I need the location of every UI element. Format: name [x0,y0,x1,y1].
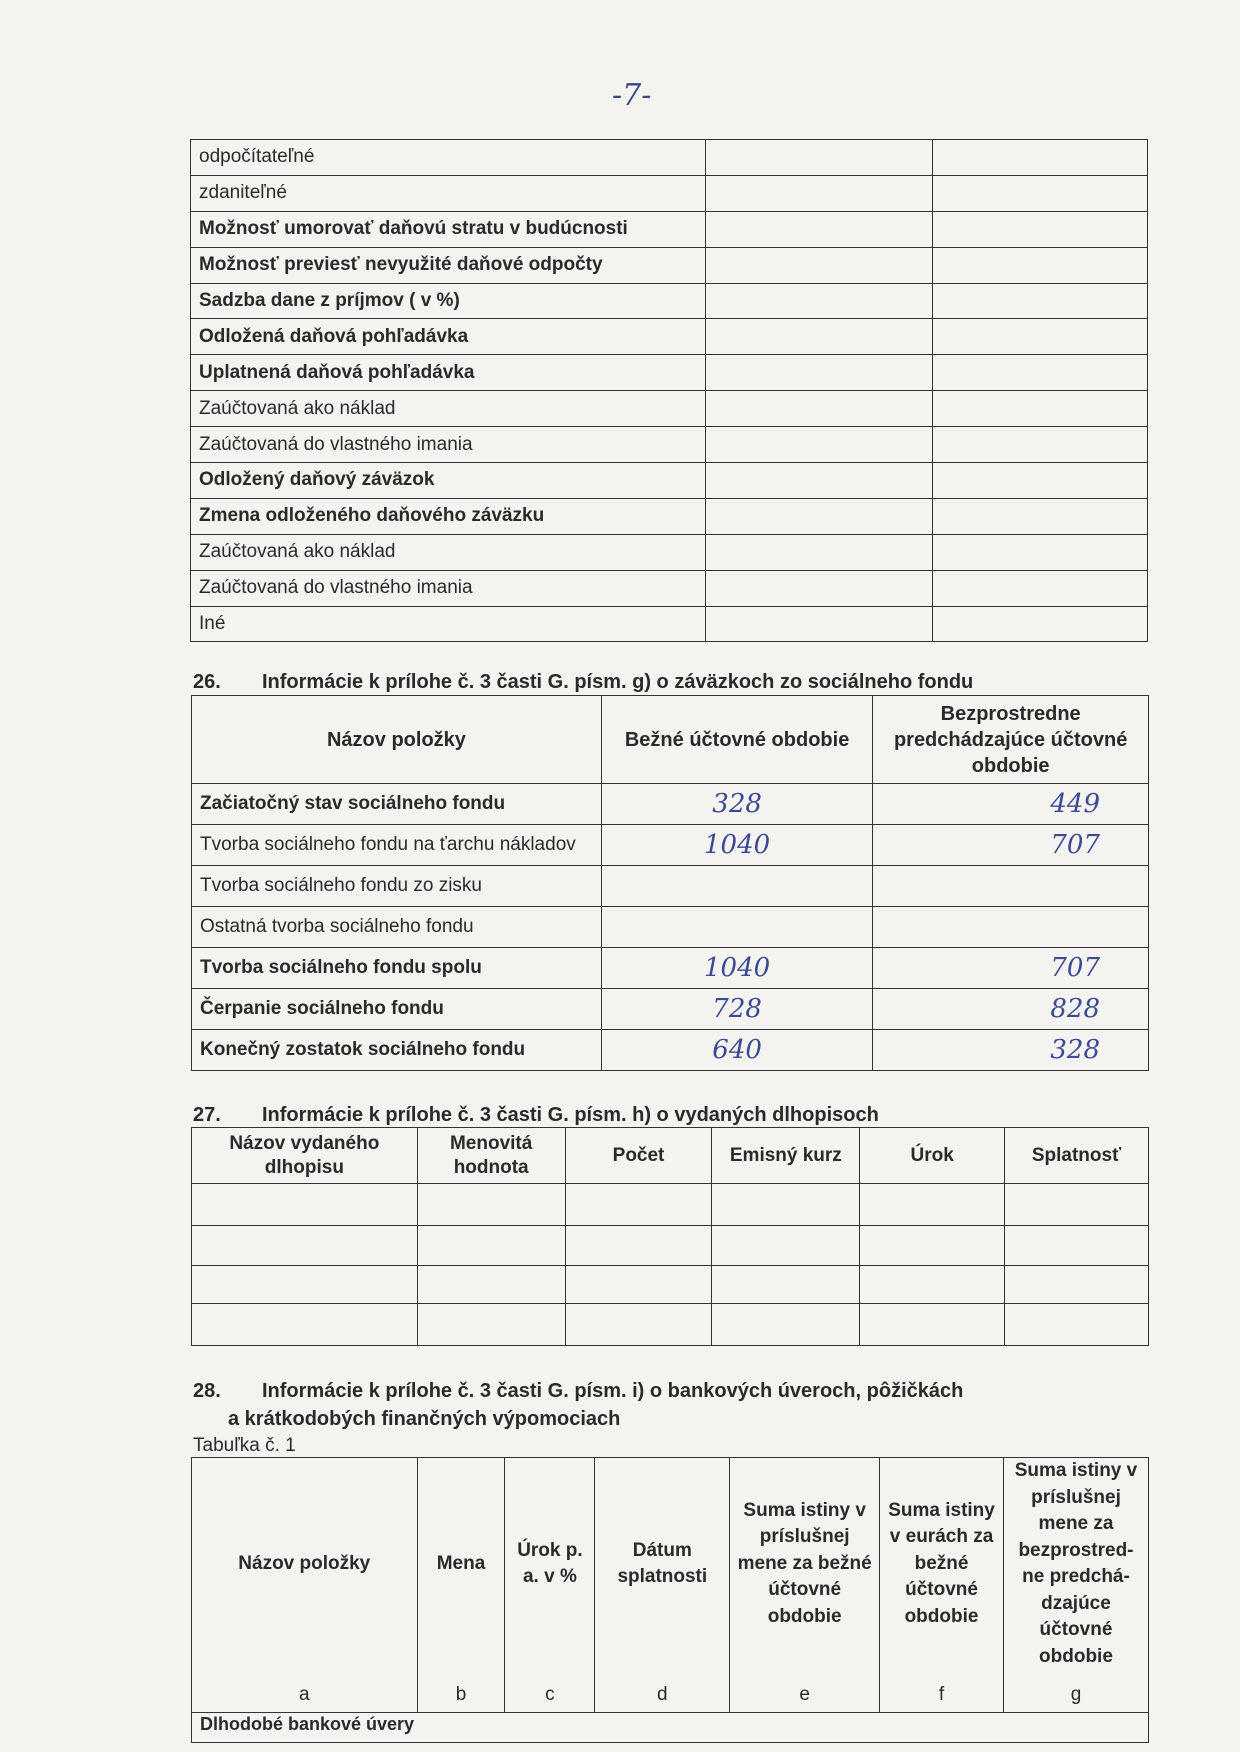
value-cell [933,211,1148,247]
value-cell [933,534,1148,570]
value-cell [933,247,1148,283]
table-row [192,825,1149,866]
table-row [191,140,1148,176]
previous-period-value: 828 [873,989,1149,1030]
loans-header-cell [192,1458,418,1713]
current-period-value: 1040 [601,825,872,866]
column-letter: b [455,1684,467,1705]
previous-period-value [873,907,1149,948]
table-row [191,319,1148,355]
column-letter: g [1070,1684,1082,1705]
value-cell [705,498,933,534]
row-label: Ostatná tvorba sociálneho fondu [192,907,602,948]
value-cell [933,140,1148,176]
value-cell [705,391,933,427]
table-row [191,534,1148,570]
bonds-header-cell: Menovitá hodnota [417,1128,565,1184]
table-row [191,463,1148,499]
table-row [192,866,1149,907]
table-row [191,427,1148,463]
next-row-partial: Dlhodobé bankové úvery [200,1714,415,1734]
table-row [192,1304,1149,1346]
current-period-value: 1040 [601,948,872,989]
value-cell [933,427,1148,463]
table-row [191,175,1148,211]
bonds-table [191,1127,1149,1346]
row-label: Zmena odloženého daňového záväzku [191,498,706,534]
bonds-header-cell: Emisný kurz [712,1128,860,1184]
row-label: Uplatnená daňová pohľadávka [191,355,706,391]
section-28-number: 28. [193,1380,221,1402]
bank-loans-table [191,1457,1149,1743]
loans-header-text: Suma istiny v príslušnej mene za bezprostred-ne predchá-dzajúce účtovné obdobie [1014,1460,1138,1667]
row-label: Zaúčtovaná do vlastného imania [191,570,706,606]
table-row [191,606,1148,642]
loans-header-text: Suma istiny v eurách za bežné účtovné obdobie [888,1499,995,1627]
section-26-number: 26. [193,671,221,693]
table-row [192,1184,1149,1226]
bonds-header-cell: Splatnosť [1005,1128,1149,1184]
section-28-title-line2: a krátkodobých finančných výpomociach [228,1408,621,1430]
loans-header-text: Úrok p. a. v % [517,1539,583,1587]
table-row [192,1030,1149,1071]
value-cell [933,175,1148,211]
table-label: Tabuľka č. 1 [193,1435,296,1456]
value-cell [933,283,1148,319]
value-cell [933,570,1148,606]
value-cell [933,391,1148,427]
loans-header-cell [730,1458,880,1713]
section-28-title-line1: Informácie k prílohe č. 3 časti G. písm. i) o bankových úveroch, pôžičkách [262,1380,964,1402]
table-row [191,498,1148,534]
row-label: Zaúčtovaná ako náklad [191,534,706,570]
row-label: Iné [191,606,706,642]
row-label: Zaúčtovaná ako náklad [191,391,706,427]
loans-header-cell [417,1458,505,1713]
loans-header-text: Dátum splatnosti [617,1539,708,1587]
loans-header-text: Názov položky [238,1552,371,1574]
value-cell [705,247,933,283]
table-row [191,355,1148,391]
value-cell [705,606,933,642]
table-row [192,784,1149,825]
loans-header-text: Suma istiny v príslušnej mene za bežné účtovné obdobie [737,1499,872,1627]
table-row [192,907,1149,948]
column-letter: a [298,1684,310,1705]
row-label: Čerpanie sociálneho fondu [192,989,602,1030]
value-cell [933,319,1148,355]
row-label: odpočítateľné [191,140,706,176]
column-letter: f [938,1684,945,1705]
row-label: Sadzba dane z príjmov ( v %) [191,283,706,319]
value-cell [933,606,1148,642]
header-previous-period: Bezprostredne predchádzajúce účtovné obdobie [873,696,1149,784]
value-cell [705,427,933,463]
social-fund-table [191,695,1149,1071]
value-cell [705,319,933,355]
value-cell [933,463,1148,499]
column-letter: e [799,1684,810,1705]
row-label: Možnosť previesť nevyužité daňové odpočty [191,247,706,283]
current-period-value: 328 [601,784,872,825]
loans-header-cell [595,1458,730,1713]
current-period-value [601,907,872,948]
row-label: Tvorba sociálneho fondu spolu [192,948,602,989]
row-label: Odložený daňový záväzok [191,463,706,499]
current-period-value [601,866,872,907]
value-cell [705,355,933,391]
row-label: Odložená daňová pohľadávka [191,319,706,355]
row-label: Tvorba sociálneho fondu na ťarchu nákladov [192,825,602,866]
deferred-tax-table [190,139,1148,642]
previous-period-value: 707 [873,825,1149,866]
section-27-title: Informácie k prílohe č. 3 časti G. písm. h) o vydaných dlhopisoch [262,1104,879,1126]
table-row [192,948,1149,989]
value-cell [705,140,933,176]
loans-header-cell [880,1458,1004,1713]
loans-header-text: Mena [436,1552,486,1574]
value-cell [705,283,933,319]
value-cell [933,355,1148,391]
bonds-header-cell: Názov vydaného dlhopisu [192,1128,418,1184]
row-label: Možnosť umorovať daňovú stratu v budúcnosti [191,211,706,247]
table-row [191,247,1148,283]
row-label: Začiatočný stav sociálneho fondu [192,784,602,825]
value-cell [705,534,933,570]
previous-period-value: 449 [873,784,1149,825]
column-letter: d [657,1684,668,1705]
row-label: Zaúčtovaná do vlastného imania [191,427,706,463]
table-row [192,1266,1149,1304]
table-row [191,570,1148,606]
bonds-header-cell: Počet [565,1128,712,1184]
table-row [192,989,1149,1030]
table-row [191,283,1148,319]
page-number: -7- [612,78,652,113]
value-cell [705,570,933,606]
current-period-value: 728 [601,989,872,1030]
value-cell [705,211,933,247]
row-label: zdaniteľné [191,175,706,211]
row-label: Tvorba sociálneho fondu zo zisku [192,866,602,907]
table-row [191,391,1148,427]
loans-header-cell [505,1458,595,1713]
previous-period-value: 328 [873,1030,1149,1071]
value-cell [933,498,1148,534]
header-item-name: Názov položky [192,696,602,784]
header-current-period: Bežné účtovné obdobie [601,696,872,784]
bonds-header-cell: Úrok [860,1128,1005,1184]
previous-period-value [873,866,1149,907]
row-label: Konečný zostatok sociálneho fondu [192,1030,602,1071]
section-26-title: Informácie k prílohe č. 3 časti G. písm. g) o záväzkoch zo sociálneho fondu [262,671,974,693]
loans-header-cell [1003,1458,1148,1713]
current-period-value: 640 [601,1030,872,1071]
value-cell [705,175,933,211]
previous-period-value: 707 [873,948,1149,989]
table-row [192,1226,1149,1266]
column-letter: c [545,1684,555,1705]
section-27-number: 27. [193,1104,221,1126]
value-cell [705,463,933,499]
table-row [191,211,1148,247]
